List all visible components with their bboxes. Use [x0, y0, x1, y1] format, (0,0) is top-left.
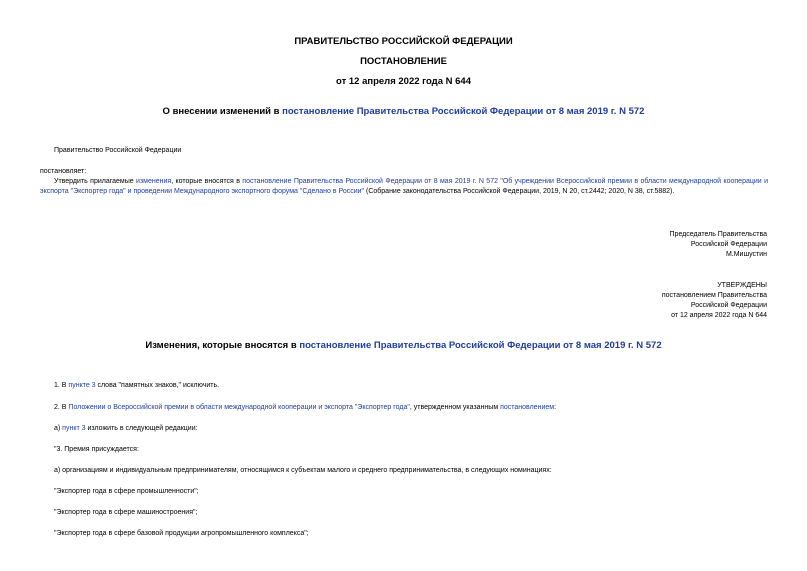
- signature-position: Председатель Правительства: [669, 231, 767, 238]
- item-1-b: слова "памятных знаков," исключить.: [95, 382, 220, 389]
- signature-federation: Российской Федерации: [690, 241, 767, 248]
- item-8: "Экспортер года в сфере базовой продукции агропромышленного комплекса";: [54, 530, 309, 537]
- item-3-b: изложить в следующей редакции:: [85, 425, 198, 432]
- item-1-link[interactable]: пункте 3: [68, 382, 96, 389]
- paragraph-approve: [40, 177, 768, 196]
- item-2-a: 2. В: [54, 404, 69, 411]
- item-2-b: , утвержденном указанным: [409, 404, 501, 411]
- government-heading: ПРАВИТЕЛЬСТВО РОССИЙСКОЙ ФЕДЕРАЦИИ: [294, 36, 513, 47]
- changes-title-link[interactable]: постановление Правительства Российской Федерации от 8 мая 2019 г. N 572: [299, 340, 662, 351]
- item-2-regulation-link[interactable]: Положении о Всероссийской премии в области международной кооперации и экспорта "Экспортер года": [68, 404, 410, 411]
- changes-link[interactable]: изменения: [136, 178, 172, 185]
- item-1: [54, 381, 219, 391]
- resolution-572-link[interactable]: постановление Правительства Российской Федерации от 8 мая 2019 г. N 572 "Об учреждении Всероссийской премии в области международной кооперации и экспорта "Экспортер года" и проведении Международного экспортного форума "Сделано в России": [40, 178, 768, 195]
- item-1-a: 1. В: [54, 382, 69, 389]
- document-title: [0, 106, 807, 117]
- doc-type-heading: ПОСТАНОВЛЕНИЕ: [360, 56, 447, 67]
- approval-date: от 12 апреля 2022 года N 644: [671, 312, 767, 319]
- approval-by-resolution: постановлением Правительства: [661, 292, 767, 299]
- item-3-link[interactable]: пункт 3: [62, 425, 86, 432]
- approval-approved: УТВЕРЖДЕНЫ: [717, 282, 767, 289]
- item-5: а) организациям и индивидуальным предпринимателям, относящимся к субъектам малого и среднего предпринимательства, в следующих номинациях:: [54, 467, 552, 474]
- title-resolution-link[interactable]: постановление Правительства Российской Федерации от 8 мая 2019 г. N 572: [282, 106, 645, 117]
- item-2-c: :: [554, 404, 557, 411]
- approve-text-c: (Собрание законодательства Российской Федерации, 2019, N 20, ст.2442; 2020, N 38, ст.5882).: [364, 187, 675, 195]
- signature-name: М.Мишустин: [725, 251, 767, 258]
- item-2: [54, 403, 556, 413]
- item-3: [54, 424, 198, 434]
- resolves-text: постановляет:: [40, 168, 87, 175]
- changes-title: [0, 340, 807, 351]
- approval-federation: Российской Федерации: [690, 302, 767, 309]
- item-7: "Экспортер года в сфере машиностроения";: [54, 509, 198, 516]
- date-number-heading: от 12 апреля 2022 года N 644: [336, 76, 471, 87]
- item-3-a: а): [54, 425, 63, 432]
- approve-text-a: Утвердить прилагаемые: [54, 178, 137, 185]
- approve-text-b: , которые вносятся в: [171, 178, 243, 185]
- item-4: "3. Премия присуждается:: [54, 446, 139, 453]
- document-title-prefix: О внесении изменений в: [162, 106, 283, 117]
- issuer-text: Правительство Российской Федерации: [54, 147, 182, 154]
- changes-title-prefix: Изменения, которые вносятся в: [145, 340, 300, 351]
- item-6: "Экспортер года в сфере промышленности";: [54, 488, 199, 495]
- item-2-resolution-link[interactable]: постановлением: [500, 404, 555, 411]
